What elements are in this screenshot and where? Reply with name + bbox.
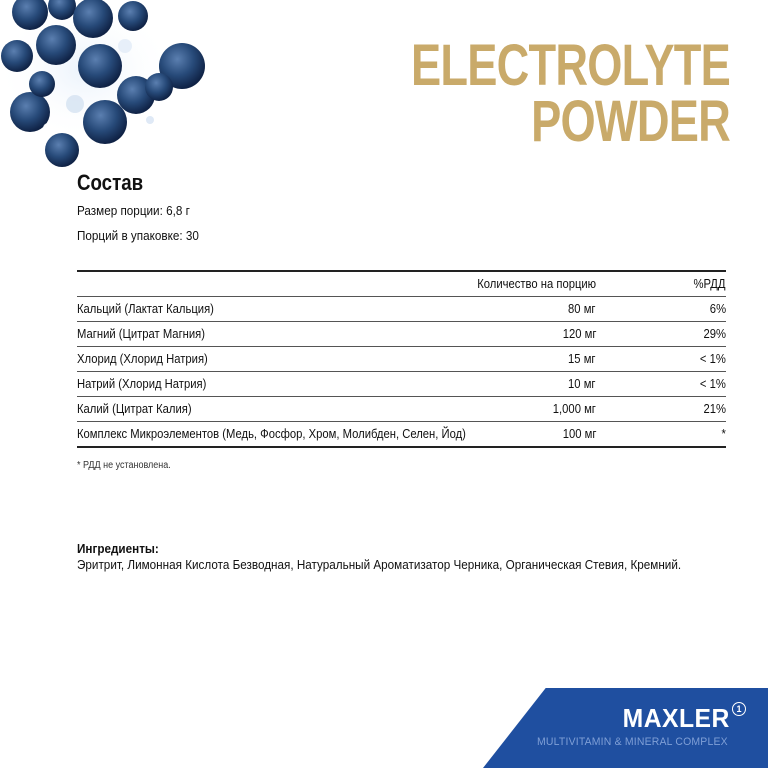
row-rdd: < 1% <box>700 352 726 366</box>
row-rdd: < 1% <box>700 377 726 391</box>
ingredients-text: Эритрит, Лимонная Кислота Безводная, Натуральный Ароматизатор Черника, Органическая Стевия, Кремний. <box>77 557 682 572</box>
row-rdd: 29% <box>703 327 726 341</box>
row-rdd: 6% <box>709 302 726 316</box>
serving-size: Размер порции: 6,8 г <box>77 203 190 218</box>
row-amount: 120 мг <box>562 327 596 341</box>
table-row <box>77 397 726 422</box>
row-name: Магний (Цитрат Магния) <box>77 327 206 341</box>
rdd-footnote: * РДД не установлена. <box>77 460 171 471</box>
row-amount: 10 мг <box>568 377 596 391</box>
brand-logo: MAXLER <box>622 703 730 733</box>
row-amount: 15 мг <box>568 352 596 366</box>
row-rdd: 21% <box>703 402 726 416</box>
product-title-line2: POWDER <box>531 89 730 154</box>
row-amount: 80 мг <box>568 302 596 316</box>
table-header-row <box>77 272 726 297</box>
nutrition-table <box>77 270 726 448</box>
row-name: Комплекс Микроэлементов (Медь, Фосфор, Хром, Молибден, Селен, Йод) <box>77 427 466 441</box>
composition-heading: Состав <box>77 170 144 195</box>
blueberries-image <box>0 0 240 185</box>
row-name: Кальций (Лактат Кальция) <box>77 302 214 316</box>
table-row <box>77 347 726 372</box>
table-row <box>77 372 726 397</box>
header-rdd: %РДД <box>694 277 726 291</box>
ingredients-title: Ингредиенты: <box>77 541 159 556</box>
table-row <box>77 297 726 322</box>
row-name: Натрий (Хлорид Натрия) <box>77 377 207 391</box>
product-title <box>410 33 730 154</box>
servings-per-container: Порций в упаковке: 30 <box>77 228 199 243</box>
table-row <box>77 322 726 347</box>
brand-mark-icon: 1 <box>732 702 746 716</box>
row-name: Хлорид (Хлорид Натрия) <box>77 352 208 366</box>
row-rdd: * <box>721 427 726 441</box>
header-amount: Количество на порцию <box>477 277 596 291</box>
table-row <box>77 422 726 448</box>
row-name: Калий (Цитрат Калия) <box>77 402 192 416</box>
row-amount: 100 мг <box>562 427 596 441</box>
brand-tagline: MULTIVITAMIN & MINERAL COMPLEX <box>537 736 728 748</box>
product-title-line1: ELECTROLYTE <box>410 33 730 98</box>
row-amount: 1,000 мг <box>552 402 596 416</box>
